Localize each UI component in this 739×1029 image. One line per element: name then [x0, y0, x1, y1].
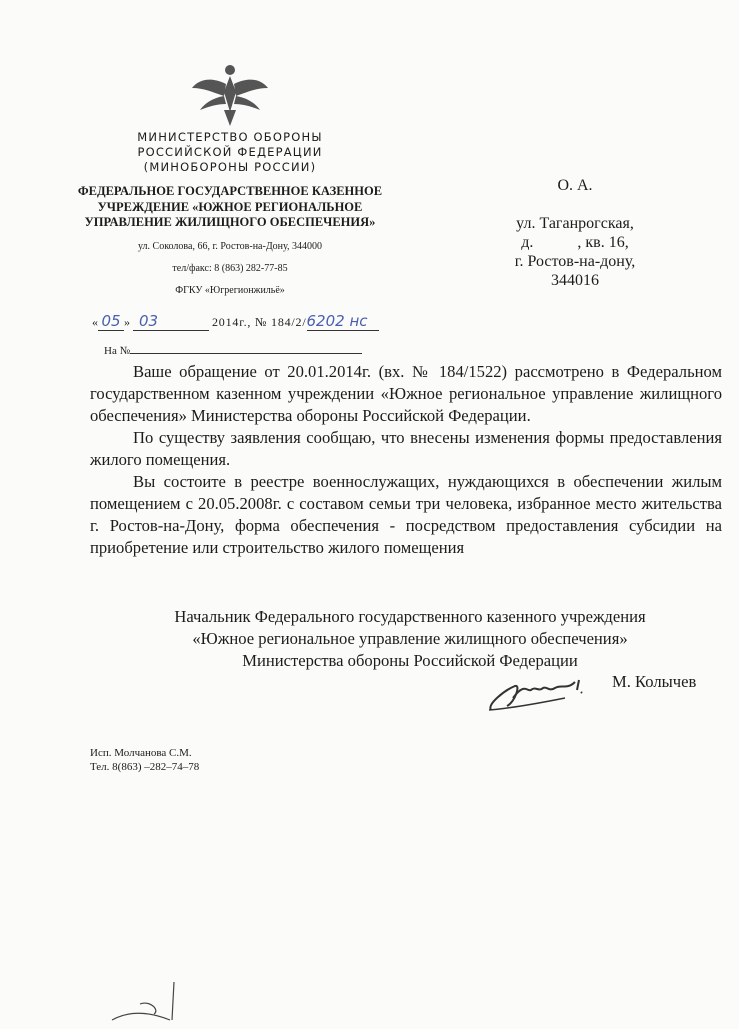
- org-line: ФЕДЕРАЛЬНОЕ ГОСУДАРСТВЕННОЕ КАЗЕННОЕ: [77, 184, 383, 198]
- margin-mark: [110, 980, 210, 1029]
- executor-phone: Тел. 8(863) –282–74–78: [90, 761, 200, 773]
- org-short-name: ФГКУ «Югрегионжильё»: [175, 285, 285, 296]
- signatory-title: [150, 606, 670, 672]
- signatory-line: Начальник Федерального государственного казенного учреждения: [174, 607, 646, 626]
- org-line: УЧРЕЖДЕНИЕ «ЮЖНОЕ РЕГИОНАЛЬНОЕ: [97, 199, 363, 214]
- ministry-name: [60, 130, 400, 175]
- ref-number-handwritten: 6202 нс: [307, 312, 379, 331]
- handwritten-signature: [485, 676, 595, 721]
- body-paragraph: Ваше обращение от 20.01.2014г. (вх. № 184/1522) рассмотрено в Федеральном государственном казенном учреждении «Южное региональное управление жилищного обеспечения» Министерства обороны Российской Федерации.: [90, 362, 722, 425]
- ministry-line: (МИНОБОРОНЫ РОССИИ): [143, 160, 317, 174]
- letter-body: [90, 361, 722, 559]
- ref-day: 05: [98, 312, 124, 331]
- org-line: УПРАВЛЕНИЕ ЖИЛИЩНОГО ОБЕСПЕЧЕНИЯ»: [84, 215, 376, 229]
- recipient-city: г. Ростов-на-дону,: [514, 253, 636, 270]
- org-phone: тел/факс: 8 (863) 282-77-85: [172, 263, 288, 274]
- recipient-house: д. , кв. 16,: [521, 234, 629, 251]
- reply-reference: [104, 345, 362, 357]
- handwritten-mark-icon: [110, 980, 210, 1024]
- ref-year-number: 2014г., № 184/2/: [212, 315, 307, 329]
- signatory-name: М. Колычев: [612, 672, 697, 691]
- emblem: [190, 62, 270, 128]
- executor-name: Исп. Молчанова С.М.: [90, 747, 192, 759]
- recipient-street: ул. Таганрогская,: [516, 215, 634, 232]
- double-headed-eagle-emblem-icon: [190, 62, 270, 128]
- ministry-line: РОССИЙСКОЙ ФЕДЕРАЦИИ: [137, 145, 323, 159]
- organization-name: [60, 184, 400, 231]
- recipient-name: О. А.: [557, 177, 593, 194]
- body-paragraph: Вы состоите в реестре военнослужащих, нуждающихся в обеспечении жилым помещением с 20.05.2008г. с составом семьи три человека, избранное место жительства г. Ростов-на-Дону, форма обеспечения - посредством предоставления субсидии на приобретение или строительство жилого помещения: [90, 472, 722, 557]
- ref-month: 03: [133, 312, 209, 331]
- ministry-line: МИНИСТЕРСТВО ОБОРОНЫ: [137, 130, 323, 144]
- signatory-line: «Южное региональное управление жилищного обеспечения»: [192, 629, 628, 648]
- signatory-line: Министерства обороны Российской Федерации: [242, 651, 578, 670]
- body-paragraph: По существу заявления сообщаю, что внесены изменения формы предоставления жилого помещения.: [90, 428, 722, 469]
- org-address: ул. Соколова, 66, г. Ростов-на-Дону, 344000: [137, 241, 322, 252]
- recipient-zip: 344016: [551, 272, 599, 289]
- signature-icon: [485, 676, 595, 716]
- reply-label: На №: [104, 345, 131, 357]
- outgoing-reference: « 05 » 03 2014г., № 184/2/6202 нс: [92, 312, 379, 331]
- executor-info: [90, 746, 199, 774]
